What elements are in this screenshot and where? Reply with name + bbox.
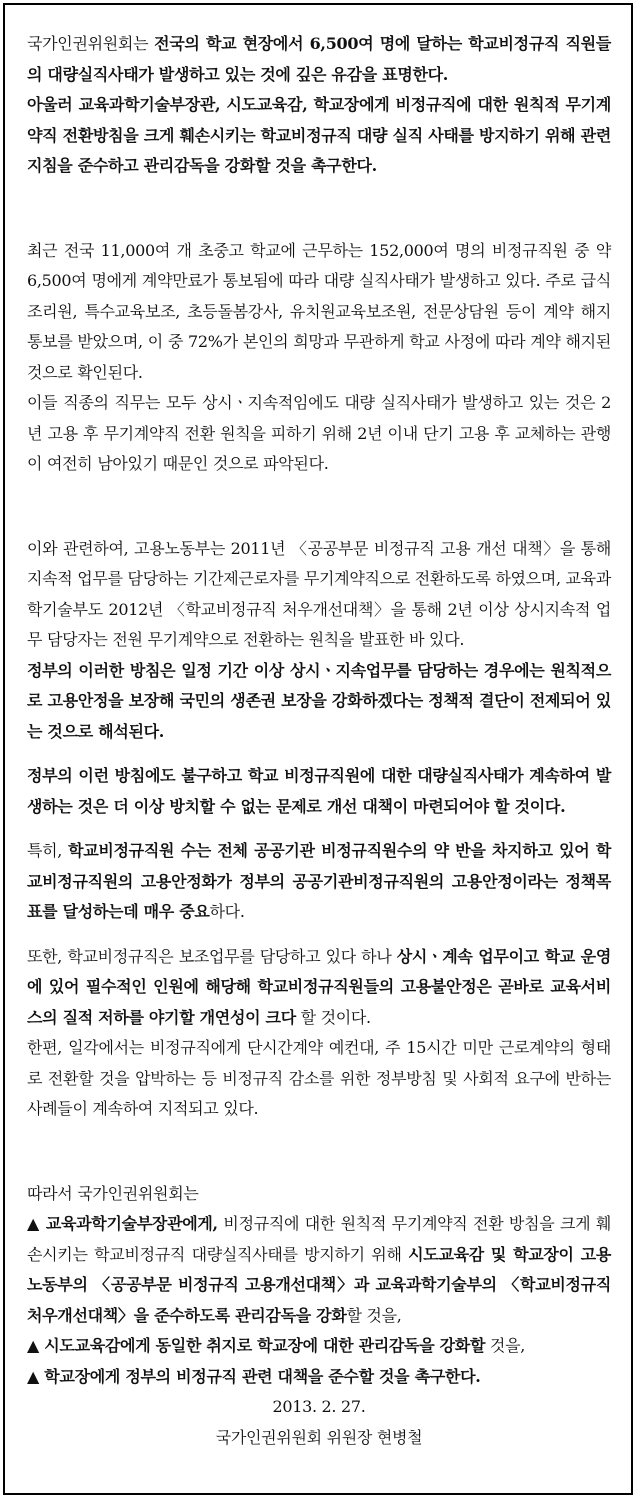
statement-signature: 국가인권위원회 위원장 현병철 xyxy=(215,1427,423,1447)
policy-p5-bold: 상시ㆍ계속 업무이고 학교 운영에 있어 필수적인 인원에 해당해 학교비정규직원들의 고용불안정은 곧바로 교육서비스의 질적 저하를 야기할 개연성이 크다 xyxy=(27,946,611,1027)
policy-paragraph-2: 정부의 이러한 방침은 일정 기간 이상 상시ㆍ지속업무를 담당하는 경우에는 원칙적으로 고용안정을 보장해 국민의 생존권 보장을 강화하겠다는 정책적 결단이 전제되어 있는 것으로 해석된다. xyxy=(27,660,611,741)
section-gap xyxy=(27,1125,611,1179)
background-paragraph-2: 이들 직종의 직무는 모두 상시ㆍ지속적임에도 대량 실직사태가 발생하고 있는 것은 2년 고용 후 무기계약직 전환 원칙을 피하기 위해 2년 이내 단기 고용 후 교체하는 관행이 여전히 남아있기 때문인 것으로 파악된다. xyxy=(27,393,611,473)
conclusion-item-minister xyxy=(27,1209,611,1331)
section-gap xyxy=(27,182,611,236)
policy-paragraph-5 xyxy=(27,942,611,1034)
background-paragraph-1: 최근 전국 11,000여 개 초중고 학교에 근무하는 152,000여 명의 비정규직원 중 약 6,500여 명에게 계약만료가 통보됨에 따라 대량 실직사태가 발생하고 있다. 주로 급식조리원, 특수교육보조, 초등돌봄강사, 유치원교육보조원, 전문상담원 등이 계약 해지 통보를 받았으며, 이 중 72%가 본인의 희망과 무관하게 학교 사정에 따라 계약 해지된 것으로 확인된다. xyxy=(27,240,611,382)
policy-p4-tail: 하다. xyxy=(209,902,245,921)
statement-date: 2013. 2. 27. xyxy=(272,1397,366,1416)
policy-paragraph-4 xyxy=(27,836,611,928)
section-gap xyxy=(27,480,611,534)
intro-paragraph-2: 아울러 교육과학기술부장관, 시도교육감, 학교장에게 비정규직에 대한 원칙적 무기계약직 전환방침을 크게 훼손시키는 학교비정규직 대량 실직 사태를 방지하기 위해 관련 지침을 준수하고 관리감독을 강화할 것을 촉구한다. xyxy=(27,95,611,175)
conclusion-item-1-bold: 시도교육감 및 학교장이 고용노동부의 〈공공부문 비정규직 고용개선대책〉과 교육과학기술부의 〈학교비정규직 처우개선대책〉을 준수하도록 관리감독을 강화 xyxy=(27,1244,611,1325)
intro-p1-lead: 국가인권위원회는 xyxy=(27,34,155,53)
paragraph-gap xyxy=(27,928,611,942)
policy-p5-tail: 할 것이다. xyxy=(295,1007,371,1027)
intro-paragraph-1 xyxy=(27,29,611,90)
conclusion-item-2-tail: 것을, xyxy=(485,1336,526,1355)
policy-p4-lead: 특히, xyxy=(27,841,69,860)
paragraph-gap xyxy=(27,747,611,761)
policy-p4-bold: 학교비정규직원 수는 전체 공공기관 비정규직원수의 약 반을 차지하고 있어 학교비정규직원의 고용안정화가 정부의 공공기관비정규직원의 고용안정이라는 정책목표를 달성하는데 매우 중요 xyxy=(27,841,611,921)
conclusion-item-1-recipient: ▲ 교육과학기술부장관에게, xyxy=(27,1214,218,1233)
intro-p1-bold: 전국의 학교 현장에서 6,500여 명에 달하는 학교비정규직 직원들의 대량실직사태가 발생하고 있는 것에 깊은 유감을 표명한다. xyxy=(27,34,611,84)
conclusion-item-superintendents xyxy=(27,1331,611,1362)
conclusion-lead: 따라서 국가인권위원회는 xyxy=(27,1183,199,1203)
policy-p5-lead: 또한, 학교비정규직은 보조업무를 담당하고 있다 하나 xyxy=(27,946,397,966)
policy-paragraph-6: 한편, 일각에서는 비정규직에게 단시간계약 예컨대, 주 15시간 미만 근로계약의 형태로 전환할 것을 압박하는 등 비정규직 감소를 위한 정부방침 및 사회적 요구에 반하는 사례들이 계속하여 지적되고 있다. xyxy=(27,1038,611,1118)
policy-paragraph-1: 이와 관련하여, 고용노동부는 2011년 〈공공부문 비정규직 고용 개선 대책〉을 통해 지속적 업무를 담당하는 기간제근로자를 무기계약직으로 전환하도록 하였으며, 교육과학기술부도 2012년 〈학교비정규직 처우개선대책〉을 통해 2년 이상 상시지속적 업무 담당자는 전원 무기계약으로 전환하는 원칙을 발표한 바 있다. xyxy=(27,538,611,649)
statement-body xyxy=(27,29,611,1453)
conclusion-item-1-tail: 할 것을, xyxy=(346,1305,402,1325)
paragraph-gap xyxy=(27,822,611,836)
conclusion-item-principals: ▲ 학교장에게 정부의 비정규직 관련 대책을 준수할 것을 촉구한다. xyxy=(27,1366,481,1386)
conclusion-item-1-text: 비정규직에 대한 원칙적 무기계약직 전환 방침을 크게 훼손시키는 학교비정규직 대량실직사태를 방지하기 위해 xyxy=(27,1214,611,1264)
conclusion-item-2-bold: ▲ 시도교육감에게 동일한 취지로 학교장에 대한 관리감독을 강화할 xyxy=(27,1336,486,1355)
policy-paragraph-3: 정부의 이런 방침에도 불구하고 학교 비정규직원에 대한 대량실직사태가 계속하여 발생하는 것은 더 이상 방치할 수 없는 문제로 개선 대책이 마련되어야 할 것이다. xyxy=(27,766,611,816)
